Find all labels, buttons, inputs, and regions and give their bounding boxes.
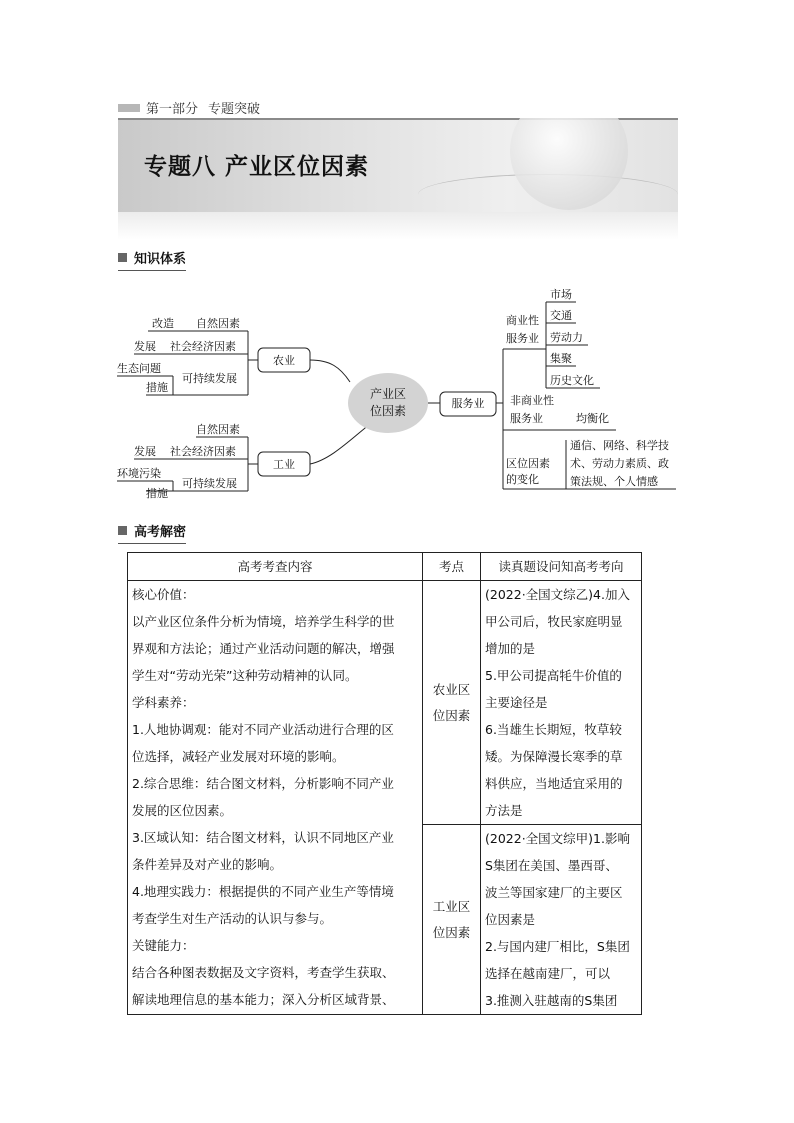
question-line: (2022·全国文综乙)4.加入 [485, 587, 630, 602]
commercial-item-4: 集聚 [550, 352, 572, 365]
question-line: 主要途径是 [485, 695, 548, 710]
content-line: 核心价值： [132, 587, 195, 602]
point-line: 位因素 [432, 707, 471, 723]
change-item-2: 术、劳动力素质、政 [570, 457, 669, 470]
agri-l3-factor: 可持续发展 [182, 372, 237, 385]
point-line: 位因素 [432, 924, 471, 940]
section-square-icon [118, 526, 127, 535]
question-line: 料供应，当地适宜采用的 [485, 776, 623, 791]
center-line-2: 位因素 [369, 404, 407, 418]
agri-l2: 发展 [134, 340, 156, 353]
questions-cell-agriculture [481, 581, 642, 825]
noncommercial-item: 均衡化 [576, 412, 609, 425]
content-line: 学生对“劳动光荣”这种劳动精神的认同。 [132, 668, 358, 683]
agri-l2-factor: 社会经济因素 [170, 340, 236, 353]
question-line: 方法是 [485, 803, 523, 818]
content-line: 考查学生对生产活动的认识与参与。 [132, 911, 333, 926]
ind-label: 工业 [273, 458, 295, 471]
agri-l1-factor: 自然因素 [196, 317, 240, 330]
question-line: 波兰等国家建厂的主要区 [485, 885, 623, 900]
content-line: 发展的区位因素。 [132, 803, 233, 818]
page-title: 专题八 产业区位因素 [144, 154, 370, 180]
commercial-item-1: 市场 [550, 288, 572, 301]
question-line: 甲公司后，牧民家庭明显 [485, 614, 623, 629]
header-point: 考点 [423, 553, 481, 581]
content-line: 3.区域认知：结合图文材料，认识不同地区产业 [132, 830, 394, 845]
content-line: 解读地理信息的基本能力；深入分析区域背景、 [132, 992, 395, 1007]
questions-cell-industry [481, 825, 642, 1015]
question-line: 位因素是 [485, 912, 536, 927]
content-line: 条件差异及对产业的影响。 [132, 857, 283, 872]
change-line-2: 的变化 [506, 473, 539, 486]
question-line: 矮。为保障漫长寒季的草 [485, 749, 623, 764]
header-direction: 读真题设问知高考考向 [481, 553, 642, 581]
ind-l1-factor: 自然因素 [196, 423, 240, 436]
header-content: 高考考查内容 [128, 553, 423, 581]
change-item-3: 策法规、个人情感 [570, 475, 658, 488]
section-title: 知识体系 [134, 252, 187, 267]
point-line: 农业区 [432, 681, 471, 697]
commercial-line-1: 商业性 [506, 314, 539, 327]
content-line: 2.综合思维：结合图文材料，分析影响不同产业 [132, 776, 394, 791]
question-line: 6.当雄生长期短，牧草较 [485, 722, 622, 737]
table-header-row [128, 553, 642, 581]
noncommercial-line-1: 非商业性 [510, 394, 554, 407]
commercial-item-5: 历史文化 [550, 374, 594, 387]
question-line: 增加的是 [485, 641, 536, 656]
commercial-line-2: 服务业 [506, 332, 539, 345]
agri-l3-top: 生态问题 [117, 362, 161, 375]
ind-l2: 发展 [134, 445, 156, 458]
content-line: 1.人地协调观：能对不同产业活动进行合理的区 [132, 722, 394, 737]
service-label: 服务业 [451, 397, 485, 410]
part-text: 第一部分 [146, 102, 199, 117]
ind-l2-factor: 社会经济因素 [170, 445, 236, 458]
ind-l3-top: 环境污染 [117, 467, 161, 480]
section-text: 专题突破 [208, 102, 261, 117]
question-line: 5.甲公司提高牦牛价值的 [485, 668, 622, 683]
content-line: 关键能力： [132, 938, 195, 953]
commercial-item-3: 劳动力 [550, 331, 583, 344]
question-line: 选择在越南建厂，可以 [485, 966, 611, 981]
agri-label: 农业 [273, 354, 295, 367]
content-line: 以产业区位条件分析为情境，培养学生科学的世 [132, 614, 395, 629]
ind-l3-bottom: 措施 [146, 487, 168, 500]
agri-l1: 改造 [152, 317, 174, 330]
content-line: 4.地理实践力：根据提供的不同产业生产等情境 [132, 884, 394, 899]
agri-l3-bottom: 措施 [146, 381, 168, 394]
question-line: (2022·全国文综甲)1.影响 [485, 831, 630, 846]
change-line-1: 区位因素 [506, 457, 550, 470]
commercial-item-2: 交通 [550, 309, 572, 322]
content-line: 位选择，减轻产业发展对环境的影响。 [132, 749, 345, 764]
content-line: 界观和方法论；通过产业活动问题的解决，增强 [132, 641, 395, 656]
change-item-1: 通信、网络、科学技 [570, 439, 669, 452]
question-line: 3.推测入驻越南的S集团 [485, 993, 618, 1008]
exam-table [127, 552, 642, 1015]
center-line-1: 产业区 [369, 387, 407, 401]
noncommercial-line-2: 服务业 [510, 412, 543, 425]
center-ellipse [348, 373, 428, 433]
point-line: 工业区 [432, 898, 471, 914]
mind-map [0, 0, 794, 520]
point-cell-agriculture [423, 581, 481, 825]
content-line: 结合各种图表数据及文字资料，考查学生获取、 [132, 965, 395, 980]
point-cell-industry [423, 825, 481, 1015]
question-line: 2.与国内建厂相比，S集团 [485, 939, 630, 954]
question-line: S集团在美国、墨西哥、 [485, 858, 618, 873]
section-title: 高考解密 [134, 525, 187, 540]
section-heading-exam [118, 521, 186, 544]
table-row [128, 581, 642, 825]
content-line: 学科素养： [132, 695, 195, 710]
content-cell [128, 581, 423, 1015]
ind-l3-factor: 可持续发展 [182, 477, 237, 490]
